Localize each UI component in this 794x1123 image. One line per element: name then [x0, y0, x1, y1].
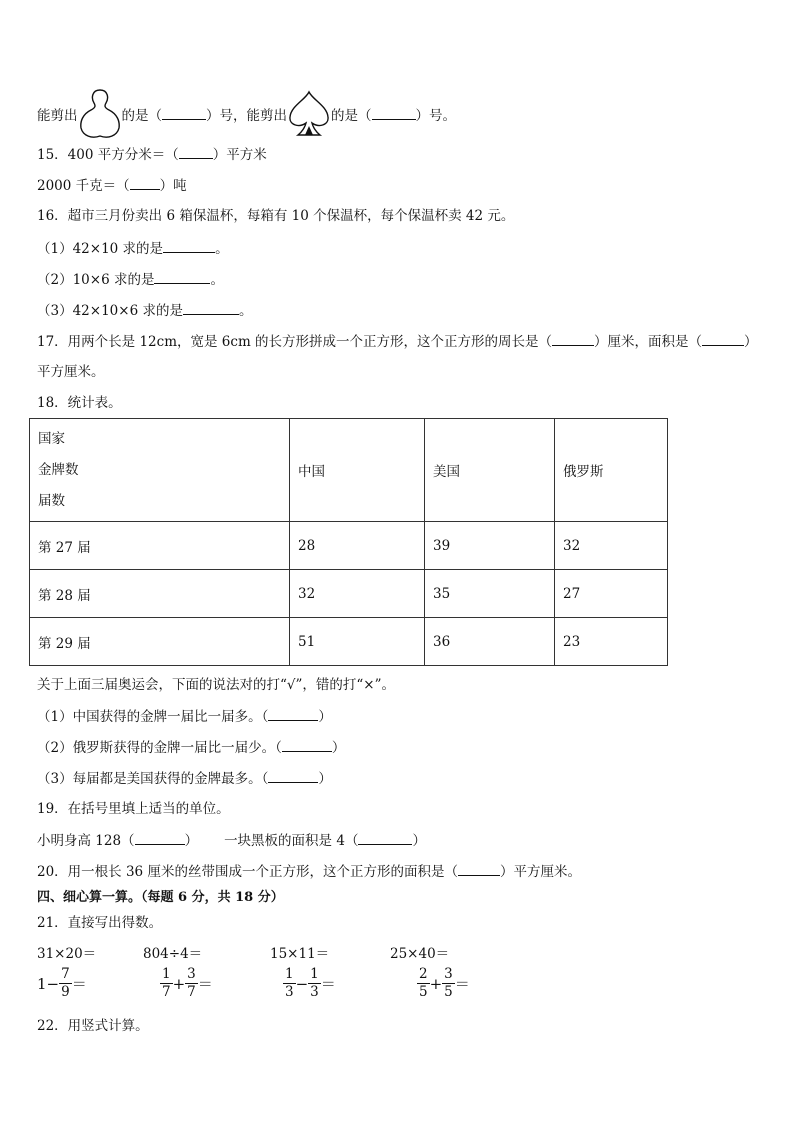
q20-post: ）平方厘米。: [499, 864, 581, 880]
q19-b-close: ）: [412, 833, 426, 849]
q15-answer-blank-1[interactable]: [179, 145, 213, 159]
q18-answer-blank-1[interactable]: [268, 707, 318, 721]
q15-line2: [37, 176, 187, 195]
gourd-shape-icon: [78, 88, 122, 145]
q14-answer-blank-2[interactable]: [372, 106, 416, 120]
column-header-usa: 美国: [425, 419, 555, 522]
table-cell: 32: [555, 522, 668, 570]
f1-eq: ＝: [71, 975, 87, 993]
q16-sub1-text: （1）42×10 求的是: [37, 241, 164, 257]
q18-answer-blank-3[interactable]: [268, 769, 318, 783]
table-cell: 27: [555, 570, 668, 618]
q20-pre: 20．用一根长 36 厘米的丝带围成一个正方形，这个正方形的面积是（: [37, 864, 458, 880]
q16-answer-blank-3[interactable]: [183, 301, 239, 315]
table-corner-header: [30, 419, 290, 522]
q19-a-close: ）: [184, 833, 199, 849]
q16-sub1-end: 。: [215, 241, 229, 257]
f2-eq: ＝: [197, 975, 213, 993]
table-header-row: [30, 419, 668, 522]
f1-den: 9: [61, 984, 70, 1000]
corner-label-medals: 金牌数: [38, 461, 79, 478]
f4-num2: 3: [444, 966, 453, 982]
f1-num: 7: [61, 966, 70, 982]
q15-line2-pre: 2000 千克＝（: [37, 178, 130, 194]
f3-eq: ＝: [320, 975, 336, 993]
q19-answer-blank-2[interactable]: [358, 831, 412, 845]
f2-op: +: [172, 974, 186, 993]
f4-den1: 5: [419, 984, 428, 1000]
f4-num1: 2: [419, 966, 428, 982]
q18-answer-blank-2[interactable]: [282, 738, 332, 752]
f2-num1: 1: [162, 966, 171, 982]
q14-mid2: ）号，能剪出: [206, 108, 287, 124]
q16-sub2-text: （2）10×6 求的是: [37, 272, 155, 288]
q14-prefix: 能剪出: [37, 108, 78, 124]
q18-instruction: 关于上面三届奥运会，下面的说法对的打“√”，错的打“×”。: [37, 677, 396, 693]
q17-post: ）: [744, 334, 758, 350]
f3-den2: 3: [310, 984, 319, 1000]
q20-answer-blank[interactable]: [458, 862, 500, 876]
corner-label-country: 国家: [38, 430, 65, 447]
q18-statement-3: [37, 769, 332, 788]
f1-op: −: [46, 974, 60, 993]
q18-s1-text: （1）中国获得的金牌一届比一届多。（: [37, 709, 269, 725]
q19-b-text: 一块黑板的面积是 4（: [224, 833, 359, 849]
f4-fraction-b: [442, 966, 455, 1001]
table-cell: 35: [425, 570, 555, 618]
calc-item: 31×20＝: [37, 946, 97, 962]
q15-line2-post: ）吨: [159, 178, 187, 194]
q18-s2-text: （2）俄罗斯获得的金牌一届比一届少。（: [37, 740, 282, 756]
q16-stem: 16．超市三月份卖出 6 箱保温杯，每箱有 10 个保温杯，每个保温杯卖 42 元。: [37, 208, 515, 224]
table-cell: 32: [290, 570, 425, 618]
q16-answer-blank-1[interactable]: [163, 239, 215, 253]
q15-line1-pre: 15．400 平方分米＝（: [37, 147, 179, 163]
corner-label-edition: 届数: [38, 492, 65, 509]
q15-line1-post: ）平方米: [212, 147, 267, 163]
fraction-item-4: [417, 966, 470, 1014]
column-header-china: 中国: [290, 419, 425, 522]
fraction-item-3: [283, 966, 336, 1014]
q14-suffix: ）号。: [415, 108, 456, 124]
q16-sub3-text: （3）42×10×6 求的是: [37, 303, 183, 319]
q14-mid3: 的是（: [331, 108, 372, 124]
f2-den2: 7: [187, 984, 196, 1000]
f4-eq: ＝: [454, 975, 470, 993]
q18-statement-2: [37, 738, 345, 757]
f3-fraction-a: [283, 966, 296, 1001]
q16-sub3-end: 。: [238, 303, 253, 319]
f3-op: −: [295, 974, 309, 993]
f2-den1: 7: [162, 984, 171, 1000]
calc-item: 15×11＝: [270, 946, 330, 962]
f4-op: +: [429, 974, 443, 993]
table-row: [30, 570, 668, 618]
table-cell: 39: [425, 522, 555, 570]
f3-fraction-b: [308, 966, 321, 1001]
q17-answer-blank-2[interactable]: [702, 332, 744, 346]
q19-stem: 19．在括号里填上适当的单位。: [37, 801, 230, 817]
column-header-russia: 俄罗斯: [555, 419, 668, 522]
f4-fraction-a: [417, 966, 430, 1001]
q17-line2: 平方厘米。: [37, 364, 105, 380]
q17-mid: ）厘米，面积是（: [594, 334, 703, 350]
q19-a-text: 小明身高 128（: [37, 833, 135, 849]
f1-whole: 1: [37, 974, 47, 993]
q20-line: [37, 862, 581, 881]
q18-s3-text: （3）每届都是美国获得的金牌最多。（: [37, 771, 269, 787]
spade-shape-icon: [287, 90, 331, 143]
table-cell: 51: [290, 618, 425, 666]
q21-stem: 21．直接写出得数。: [37, 915, 163, 931]
q18-statement-1: [37, 707, 332, 726]
q19-line: [37, 831, 426, 850]
f1-fraction: [59, 966, 72, 1001]
table-cell: 28: [290, 522, 425, 570]
q14-answer-blank-1[interactable]: [162, 106, 206, 120]
q17-pre: 17．用两个长是 12cm，宽是 6cm 的长方形拼成一个正方形，这个正方形的周长是（: [37, 334, 553, 350]
table-row: [30, 618, 668, 666]
q17-line1: [37, 332, 758, 351]
f2-num2: 3: [187, 966, 196, 982]
table-row: [30, 522, 668, 570]
q16-sub1: [37, 239, 229, 258]
row-label: 第 28 届: [30, 570, 290, 618]
f2-fraction-a: [160, 966, 173, 1001]
fraction-item-1: [37, 966, 87, 1014]
q18-s3-close: ）: [318, 771, 332, 787]
q18-stem: 18．统计表。: [37, 395, 122, 411]
f3-num1: 1: [285, 966, 294, 982]
q16-sub2-end: 。: [210, 272, 224, 288]
fraction-item-2: [160, 966, 213, 1014]
table-cell: 36: [425, 618, 555, 666]
section-four-title: 四、细心算一算。（每题 6 分，共 18 分）: [37, 890, 284, 905]
calc-item: 804÷4＝: [143, 946, 203, 962]
q14-tail-line: [37, 88, 456, 145]
q16-sub3: [37, 301, 252, 320]
row-label: 第 29 届: [30, 618, 290, 666]
q17-answer-blank-1[interactable]: [552, 332, 594, 346]
q18-s1-close: ）: [318, 709, 332, 725]
f4-den2: 5: [444, 984, 453, 1000]
gold-medal-table: [29, 418, 668, 666]
f2-fraction-b: [185, 966, 198, 1001]
row-label: 第 27 届: [30, 522, 290, 570]
q15-line1: [37, 145, 267, 164]
f3-num2: 1: [310, 966, 319, 982]
q14-mid1: 的是（: [121, 108, 162, 124]
calc-item: 25×40＝: [390, 946, 450, 962]
q16-sub2: [37, 270, 224, 289]
q22-stem: 22．用竖式计算。: [37, 1018, 149, 1034]
f3-den1: 3: [285, 984, 294, 1000]
q15-answer-blank-2[interactable]: [130, 176, 160, 190]
q16-answer-blank-2[interactable]: [154, 270, 210, 284]
table-cell: 23: [555, 618, 668, 666]
q19-answer-blank-1[interactable]: [135, 831, 185, 845]
q18-s2-close: ）: [331, 740, 346, 756]
